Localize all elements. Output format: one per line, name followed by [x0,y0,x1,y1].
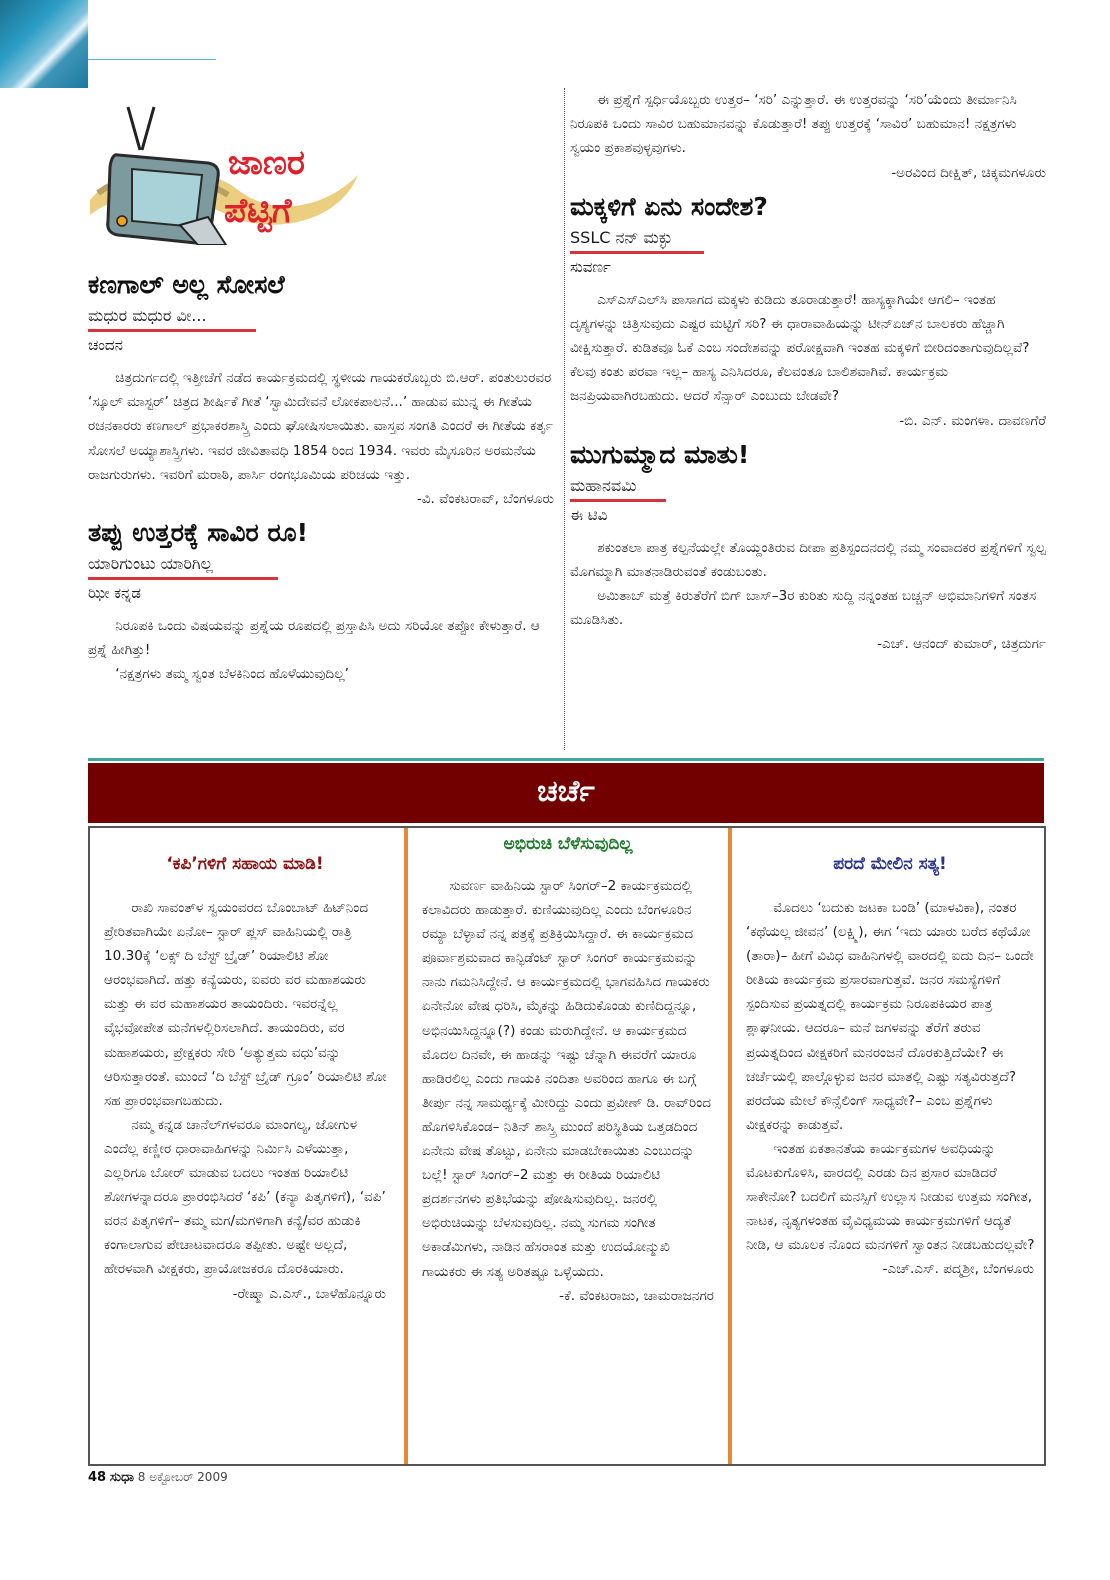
signature: -ಎಚ್. ಆನಂದ್ ಕುಮಾರ್, ಚಿತ್ರದುರ್ಗ [877,636,1046,653]
channel-name: ಈ ಟಿವಿ [570,505,608,524]
channel-name: ಚಂದನ [88,336,123,354]
signature: -ಕೆ. ವೆಂಕಟರಾಜು, ಚಾಮರಾಜನಗರ [559,1287,714,1304]
charche-banner: ಚರ್ಚೆ [88,763,1044,823]
signature: -ವಿ. ವೆಂಕಟರಾವ್, ಬೆಂಗಳೂರು [416,491,554,508]
channel-name: ಝೀ ಕನ್ನಡ [88,584,141,603]
left-column [88,95,554,687]
headline: ಕಣಗಾಲ್ ಅಲ್ಲ ಸೋಸಲೆ [88,270,285,299]
article-paragraph: ‘ನಕ್ಷತ್ರಗಳು ತಮ್ಮ ಸ್ವಂತ ಬೆಳಕಿನಿಂದ ಹೊಳೆಯುವುದಿಲ್ಲ’ [115,666,349,683]
column-divider [564,88,565,750]
article-kanagal [88,267,554,511]
charche-column-1 [90,828,400,1464]
corner-rule [88,59,216,60]
charche-column-2 [404,828,728,1464]
signature: -ಅರವಿಂದ ದೀಕ್ಷಿತ್, ಚಿಕ್ಕಮಗಳೂರು [891,164,1046,181]
column-paragraph: ನಮ್ಮ ಕನ್ನಡ ಚಾನೆಲ್‌ಗಳವರೂ ಮಾಂಗಲ್ಯ, ಜೋಗುಳ ಎಂದೆಲ್ಲ ಕಣ್ಣೀರ ಧಾರಾವಾಹಿಗಳನ್ನು ನಿರ್ಮಿಸಿ ಎಳೆಯುತ್ತಾ, ಎಲ್ಲರಿಗೂ ಬೋರ್ ಮಾಡುವ ಬದಲು ಇಂತಹ ರಿಯಾಲಿಟಿ ಶೋಗಳನ್ನಾದರೂ ಪ್ರಾರಂಭಿಸಿದರೆ ‘ಕಪಿ’ (ಕನ್ಯಾ ಪಿತೃಗಳಿಗೆ), ‘ವಪಿ’ ವರನ ಪಿತೃಗಳಿಗೆ– ತಮ್ಮ ಮಗ/ಮಗಳಿಗಾಗಿ ಕನ್ಯೆ/ವರ ಹುಡುಕಿ ಕಂಗಾಲಾಗುವ ಪೇಚಾಟವಾದರೂ ತಪ್ಪೀತು. ಅಷ್ಟೇ ಅಲ್ಲದೆ, ಹೇರಳವಾಗಿ ವೀಕ್ಷಕರು, ಪ್ರಾಯೋಜಕರೂ ದೊರಕಿಯಾರು. [104,1116,386,1278]
column-headline: ಅಭಿರುಚಿ ಬೆಳೆಸುವುದಿಲ್ಲ [503,834,633,854]
column-paragraph: ಇಂತಹ ಏಕತಾನತೆಯ ಕಾರ್ಯಕ್ರಮಗಳ ಅವಧಿಯನ್ನು ಮೊಟಕುಗೊಳಿಸಿ, ವಾರದಲ್ಲಿ ಎರಡು ದಿನ ಪ್ರಸಾರ ಮಾಡಿದರೆ ಸಾಕೇನೋ? ಬದಲಿಗೆ ಮನಸ್ಸಿಗೆ ಉಲ್ಲಾಸ ನೀಡುವ ಉತ್ತಮ ಸಂಗೀತ, ನಾಟಕ, ನೃತ್ಯಗಳಂತಹ ವೈವಿಧ್ಯಮಯ ಕಾರ್ಯಕ್ರಮಗಳಿಗೆ ಆದ್ಯತೆ ನೀಡಿ, ಆ ಮೂಲಕ ನೊಂದ ಮನಗಳಿಗೆ ಸ್ವಾಂತನ ನೀಡಬಹುದಲ್ಲವೇ? [746,1140,1035,1254]
article-paragraph: ಶಕುಂತಲಾ ಪಾತ್ರ ಕಲ್ಪನೆಯಲ್ಲೇ ತೊಯ್ದಂತಿರುವ ದೀಪಾ ಪ್ರತಿಸ್ಪಂದನದಲ್ಲಿ ನಮ್ಮ ಸಂವಾದಕರ ಪ್ರಶ್ನೆಗಳಿಗೆ ಸ್ವಲ್ಪ ಮೊಗಮ್ಮಾಗಿ ಮಾತನಾಡಿರುವಂತೆ ಕಂಡುಬಂತು. [570,539,1046,580]
headline: ಮುಗುಮ್ಮಾದ ಮಾತು! [570,439,750,469]
article-paragraph: ಅಮಿತಾಬ್ ಮತ್ತೆ ಕಿರುತೆರೆಗೆ ಬಿಗ್ ಬಾಸ್–3ರ ಕುರಿತು ಸುದ್ದಿ ನನ್ನಂತಹ ಬಚ್ಚನ್ ಅಭಿಮಾನಿಗಳಿಗೆ ಸಂತಸ ಮೂಡಿಸಿತು. [570,588,1037,629]
show-name: ಯಾರಿಗುಂಟು ಯಾರಿಗಿಲ್ಲ [88,553,278,580]
column-headline: ‘ಕಪಿ’ಗಳಿಗೆ ಸಹಾಯ ಮಾಡಿ! [166,854,324,874]
signature: -ಬಿ. ಎನ್. ಮಂಗಳಾ. ದಾವಣಗೆರೆ [899,412,1046,429]
corner-decoration [0,0,88,88]
column-headline: ಪರದೆ ಮೇಲಿನ ಸತ್ಯ! [833,854,947,874]
article-tappu-uttara [88,515,554,687]
show-name: ಮಧುರ ಮಧುರ ವೀ... [88,305,256,332]
article-paragraph: ನಿರೂಪಕಿ ಒಂದು ವಿಷಯವನ್ನು ಪ್ರಶ್ನೆಯ ರೂಪದಲ್ಲಿ ಪ್ರಸ್ತಾಪಿಸಿ ಅದು ಸರಿಯೋ ತಪ್ಪೋ ಕೇಳುತ್ತಾರೆ. ಆ ಪ್ರಶ್ನೆ ಹೀಗಿತ್ತು! [88,618,540,659]
right-column [570,88,1046,660]
article-paragraph: ಈ ಪ್ರಶ್ನೆಗೆ ಸ್ಪರ್ಧಿಯೊಬ್ಬರು ಉತ್ತರ– ‘ಸರಿ’ ಎನ್ನುತ್ತಾರೆ. ಈ ಉತ್ತರವನ್ನು ‘ಸರಿ’ಯೆಂದು ತೀರ್ಮಾನಿಸಿ ನಿರೂಪಕಿ ಒಂದು ಸಾವಿರ ಬಹುಮಾನವನ್ನು ಕೊಡುತ್ತಾರೆ! ತಪ್ಪು ಉತ್ತರಕ್ಕೆ ‘ಸಾವಿರ’ ಬಹುಮಾನ! ನಕ್ಷತ್ರಗಳು ಸ್ವಯಂ ಪ್ರಕಾಶವುಳ್ಳವುಗಳು. [570,92,1017,157]
show-name: ಮಹಾನವಮಿ [570,475,666,502]
channel-name: ಸುವರ್ಣ [570,257,611,276]
janara-pettige-logo [88,95,388,245]
column-paragraph: ಮೊದಲು ‘ಬದುಕು ಜಟಕಾ ಬಂಡಿ’ (ಮಾಳವಿಕಾ), ನಂತರ ‘ಕಥೆಯಲ್ಲ ಜೀವನ’ (ಲಕ್ಷ್ಮಿ), ಈಗ ‘ಇದು ಯಾರು ಬರೆದ ಕಥೆಯೋ (ತಾರಾ)– ಹೀಗೆ ವಿವಿಧ ವಾಹಿನಿಗಳಲ್ಲಿ ವಾರದಲ್ಲಿ ಐದು ದಿನ– ಒಂದೇ ರೀತಿಯ ಕಾರ್ಯಕ್ರಮ ಪ್ರಸಾರವಾಗುತ್ತವೆ. ಜನರ ಸಮಸ್ಯೆಗಳಿಗೆ ಸ್ಪಂದಿಸುವ ಪ್ರಯತ್ನದಲ್ಲಿ ಕಾರ್ಯಕ್ರಮ ನಿರೂಪಕಿಯರ ಪಾತ್ರ ಶ್ಲಾಘನೀಯ. ಆದರೂ– ಮನೆ ಜಗಳವನ್ನು ತೆರೆಗೆ ತರುವ ಪ್ರಯತ್ನದಿಂದ ವೀಕ್ಷಕರಿಗೆ ಮನರಂಜನೆ ದೊರಕುತ್ತಿದೆಯೇ? ಈ ಚರ್ಚೆಯಲ್ಲಿ ಪಾಲ್ಗೊಳ್ಳುವ ಜನರ ಮಾತಲ್ಲಿ ಎಷ್ಟು ಸತ್ಯವಿರುತ್ತದೆ? ಪರದೆಯ ಮೇಲೆ ಕೌನ್ಸೆಲಿಂಗ್ ಸಾಧ್ಯವೇ?– ಎಂಬ ಪ್ರಶ್ನೆಗಳು ವೀಕ್ಷಕರನ್ನು ಕಾಡುತ್ತವೆ. [746,900,1034,1133]
article-paragraph: ಎಸ್‌ಎಸ್‌ಎಲ್‌ಸಿ ಪಾಸಾಗದ ಮಕ್ಕಳು ಕುಡಿದು ತೂರಾಡುತ್ತಾರೆ! ಹಾಸ್ಯಕ್ಕಾಗಿಯೇ ಆಗಲಿ– ಇಂತಹ ದೃಶ್ಯಗಳನ್ನು ಚಿತ್ರಿಸುವುದು ಎಷ್ಟರ ಮಟ್ಟಿಗೆ ಸರಿ? ಈ ಧಾರಾವಾಹಿಯನ್ನು ಟೀನ್‌ಏಜ್‌ನ ಬಾಲಕರು ಹೆಚ್ಚಾಗಿ ವೀಕ್ಷಿಸುತ್ತಾರೆ. ಕುಡಿತವೂ ಓಕೆ ಎಂಬ ಸಂದೇಶವನ್ನು ಪರೋಕ್ಷವಾಗಿ ಇಂತಹ ಮಕ್ಕಳಿಗೆ ಬೀರಿದಂತಾಗುವುದಿಲ್ಲವೆ? ಕೆಲವು ಕಂತು ಪರವಾ ಇಲ್ಲ– ಹಾಸ್ಯ ಎನಿಸಿದರೂ, ಕೆಲವಂತೂ ಬಾಲಿಶವಾಗಿವೆ. ಕಾರ್ಯಕ್ರಮ ಜನಪ್ರಿಯವಾಗಿರಬಹುದು. ಆದರೆ ಸೆನ್ಸಾರ್ ಎಂಬುದು ಬೇಡವೇ? [570,291,1030,405]
page-footer [88,1470,228,1485]
article-makkalige [570,189,1046,433]
column-paragraph: ರಾಖಿ ಸಾವಂತ್‌ಳ ಸ್ವಯಂವರದ ಬೊಂಬಾಟ್ ಹಿಟ್‌ನಿಂದ ಪ್ರೇರಿತವಾಗಿಯೇ ಏನೋ– ಸ್ಟಾರ್ ಪ್ಲಸ್ ವಾಹಿನಿಯಲ್ಲಿ ರಾತ್ರಿ 10.30ಕ್ಕೆ ‘ಲಕ್ಸ್ ದಿ ಬೆಸ್ಟ್ ಬ್ರೈಡ್’ ರಿಯಾಲಿಟಿ ಶೋ ಆರಂಭವಾಗಿದೆ. ಹತ್ತು ಕನ್ಯೆಯರು, ಐವರು ವರ ಮಹಾಶಯರು ಮತ್ತು ಈ ವರ ಮಹಾಶಯರ ತಾಯಂದಿರು. ಇವರನ್ನೆಲ್ಲ ವೈಭವೋಪೇತ ಮನೆಗಳಲ್ಲಿರಿಸಲಾಗಿದೆ. ತಾಯಂದಿರು, ವರ ಮಹಾಶಯರು, ಪ್ರೇಕ್ಷಕರು ಸೇರಿ ‘ಅತ್ಯುತ್ತಮ ವಧು’ವನ್ನು ಆರಿಸುತ್ತಾರಂತೆ. ಮುಂದೆ ‘ದಿ ಬೆಸ್ಟ್ ಬ್ರೈಡ್ ಗ್ರೂಂ’ ರಿಯಾಲಿಟಿ ಶೋ ಸಹ ಪ್ರಾರಂಭವಾಗಬಹುದು. [104,900,387,1109]
headline: ತಪ್ಪು ಉತ್ತರಕ್ಕೆ ಸಾವಿರ ರೂ! [88,518,309,548]
charche-box [88,826,1046,1466]
logo-line-2: ಪೆಟ್ಟಿಗೆ [224,191,292,231]
magazine-name: ಸುಧಾ [109,1470,134,1485]
charche-column-3 [728,828,1048,1464]
signature: -ಎಚ್.ಎಸ್. ಪದ್ಮಶ್ರೀ, ಬೆಂಗಳೂರು [882,1261,1034,1278]
article-continuation [570,88,1046,185]
article-mugumma [570,437,1046,657]
column-paragraph: ಸುವರ್ಣ ವಾಹಿನಿಯ ಸ್ಟಾರ್ ಸಿಂಗರ್–2 ಕಾರ್ಯಕ್ರಮದಲ್ಲಿ ಕಲಾವಿದರು ಹಾಡುತ್ತಾರೆ. ಕುಣಿಯುವುದಿಲ್ಲ ಎಂದು ಬೆಂಗಳೂರಿನ ರಮ್ಯಾ ಬೆಳ್ಳಾವೆ ನನ್ನ ಪತ್ರಕ್ಕೆ ಪ್ರತಿಕ್ರಿಯಿಸಿದ್ದಾರೆ. ಈ ಕಾರ್ಯಕ್ರಮದ ಪೂರ್ವಾಶ್ರಮವಾದ ಕಾನ್ಫಿಡೆಂಟ್ ಸ್ಟಾರ್ ಸಿಂಗರ್ ಕಾರ್ಯಕ್ರಮವನ್ನು ನಾನು ಗಮನಿಸಿದ್ದೇನೆ. ಆ ಕಾರ್ಯಕ್ರಮದಲ್ಲಿ ಭಾಗವಹಿಸಿದ ಗಾಯಕರು ಏನೇನೋ ವೇಷ ಧರಿಸಿ, ಮೈಕನ್ನು ಹಿಡಿದುಕೊಂಡು ಕುಣಿದಿದ್ದನ್ನೂ, ಅಭಿನಯಿಸಿದ್ದನ್ನೂ(?) ಕಂಡು ಮರುಗಿದ್ದೇನೆ. ಆ ಕಾರ್ಯಕ್ರಮದ ಮೊದಲ ದಿನವೇ, ಈ ಹಾಡನ್ನು ಇಷ್ಟು ಚೆನ್ನಾಗಿ ಈವರೆಗೆ ಯಾರೂ ಹಾಡಿರಲಿಲ್ಲ ಎಂದು ಗಾಯಕಿ ನಂದಿತಾ ಅವರಿಂದ ಹಾಗೂ ಈ ಬಗ್ಗೆ ತೀರ್ಪು ನನ್ನ ಸಾಮರ್ಥ್ಯಕ್ಕೆ ಮೀರಿದ್ದು ಎಂದು ಪ್ರವೀಣ್ ಡಿ. ರಾವ್‌ರಿಂದ ಹೊಗಳಿಸಿಕೊಂಡ– ನಿತಿನ್ ಶಾಸ್ತ್ರಿ ಮುಂದೆ ಪರಿಸ್ಥಿತಿಯ ಒತ್ತಡದಿಂದ ಏನೇನು ವೇಷ ತೊಟ್ಟು, ಏನೇನು ಮಾಡಬೇಕಾಯಿತು ಎಂಬುದನ್ನು ಬಲ್ಲೆ! ಸ್ಟಾರ್ ಸಿಂಗರ್–2 ಮತ್ತು ಈ ರೀತಿಯ ರಿಯಾಲಿಟಿ ಪ್ರದರ್ಶನಗಳು ಪ್ರತಿಭೆಯನ್ನು ಪೋಷಿಸುವುದಿಲ್ಲ. ಜನರಲ್ಲಿ ಅಭಿರುಚಿಯನ್ನು ಬೆಳಸುವುದಿಲ್ಲ. ನಮ್ಮ ಸುಗಮ ಸಂಗೀತ ಅಕಾಡೆಮಿಗಳು, ನಾಡಿನ ಹೆಸರಾಂತ ಮತ್ತು ಉದಯೋನ್ಮುಖಿ ಗಾಯಕರು ಈ ಸತ್ಯ ಅರಿತಷ್ಟೂ ಒಳ್ಳೆಯದು. [422,878,712,1280]
headline: ಮಕ್ಕಳಿಗೆ ಏನು ಸಂದೇಶ? [570,191,768,221]
signature: -ರೇಷ್ಮಾ ಎ.ಎಸ್., ಬಾಳೆಹೊನ್ನೂರು [232,1285,386,1302]
logo-line-1: ಜಾಣರ [228,143,305,183]
article-paragraph: ಚಿತ್ರದುರ್ಗದಲ್ಲಿ ಇತ್ತೀಚೆಗೆ ನಡೆದ ಕಾರ್ಯಕ್ರಮದಲ್ಲಿ ಸ್ಥಳೀಯ ಗಾಯಕರೊಬ್ಬರು ಬಿ.ಆರ್. ಪಂತುಲುರವರ ‘ಸ್ಕೂಲ್ ಮಾಸ್ಟರ್’ ಚಿತ್ರದ ಶೀರ್ಷಿಕೆ ಗೀತೆ ‘ಸ್ವಾಮಿದೇವನೆ ಲೋಕಪಾಲನೆ...’ ಹಾಡುವ ಮುನ್ನ ಈ ಗೀತೆಯ ರಚನಕಾರರು ಕಣಗಾಲ್ ಪ್ರಭಾಕರಶಾಸ್ತ್ರಿ ಎಂದು ಘೋಷಿಸಲಾಯಿತು. ವಾಸ್ತವ ಸಂಗತಿ ಎಂದರೆ ಈ ಗೀತೆಯ ಕರ್ತೃ ಸೋಸಲೆ ಅಯ್ಯಾಶಾಸ್ತ್ರಿಗಳು. ಇವರ ಜೀವಿತಾವಧಿ 1854 ರಿಂದ 1934. ಇವರು ಮೈಸೂರಿನ ಅರಮನೆಯ ರಾಜಗುರುಗಳು. ಇವರಿಗೆ ಮರಾಠಿ, ಪಾರ್ಸಿ ರಂಗಭೂಮಿಯ ಪರಿಚಯ ಇತ್ತು. [88,370,553,483]
section-rule [88,758,1044,761]
show-name: SSLC ನನ್ ಮಕ್ಳು [570,227,704,254]
issue-date: 8 ಅಕ್ಟೋಬರ್ 2009 [137,1470,228,1484]
page-number: 48 [88,1470,107,1485]
